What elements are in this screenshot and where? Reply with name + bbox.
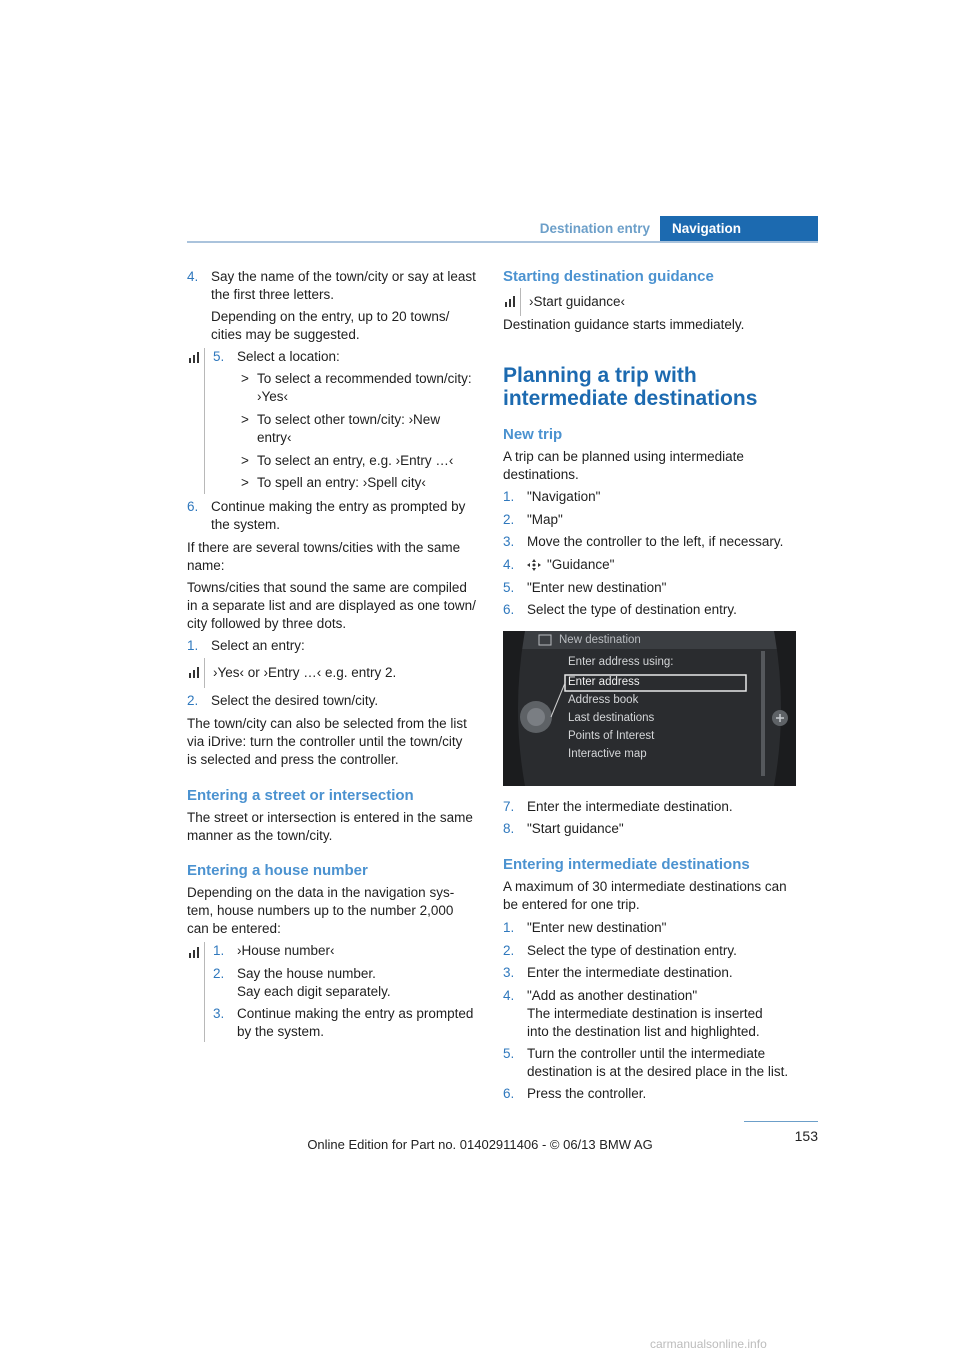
- paragraph-line: city followed by three dots.: [187, 616, 347, 631]
- step-text: into the destination list and highlighted.: [527, 1024, 760, 1039]
- paragraph-line: manner as the town/city.: [187, 828, 333, 843]
- step-text: Select the desired town/city.: [211, 693, 379, 708]
- step-number: 4.: [503, 557, 515, 572]
- step-text: Enter the intermediate destination.: [527, 965, 733, 980]
- step-text: Continue making the entry as prompted: [237, 1006, 474, 1021]
- step-number: 5.: [213, 349, 225, 364]
- step-text: Say the house number.: [237, 966, 376, 981]
- step-text: destination is at the desired place in the list.: [527, 1064, 789, 1079]
- header-rule: [187, 241, 818, 243]
- step-number: 7.: [503, 799, 515, 814]
- step-text: Select the type of destination entry.: [527, 943, 737, 958]
- step-text: Say the name of the town/city or say at least: [211, 269, 476, 284]
- voice-command-icon: [188, 350, 202, 364]
- voice-command-icon: [188, 665, 202, 679]
- step-note: Depending on the entry, up to 20 towns/: [211, 309, 450, 324]
- step-number: 3.: [213, 1006, 225, 1021]
- paragraph-line: is selected and press the controller.: [187, 752, 399, 767]
- screen-menu-item: Interactive map: [568, 748, 647, 760]
- header-chapter: Navigation: [660, 216, 818, 242]
- step-number: 8.: [503, 821, 515, 836]
- step-note: cities may be suggested.: [211, 327, 360, 342]
- step-number: 2.: [213, 966, 225, 981]
- paragraph-line: can be entered:: [187, 921, 281, 936]
- screen-menu-item: Address book: [568, 694, 639, 706]
- step-number: 6.: [187, 499, 199, 514]
- paragraph-line: If there are several towns/cities with the same: [187, 540, 461, 555]
- watermark: carmanualsonline.info: [650, 1337, 767, 1351]
- step-text: "Enter new destination": [527, 920, 667, 935]
- bullet-marker: >: [241, 412, 249, 427]
- paragraph-line: Towns/cities that sound the same are compiled: [187, 580, 467, 595]
- step-text: Continue making the entry as prompted by: [211, 499, 466, 514]
- step-number: 6.: [503, 1086, 515, 1101]
- idrive-screen-graphic: [503, 631, 796, 786]
- bullet-marker: >: [241, 475, 249, 490]
- voice-bar: [204, 942, 205, 1042]
- step-text: "Add as another destination": [527, 988, 698, 1003]
- voice-command-icon: [188, 945, 202, 959]
- bullet-marker: >: [241, 453, 249, 468]
- paragraph-line: The street or intersection is entered in the same: [187, 810, 473, 825]
- paragraph-line: in a separate list and are displayed as one town/: [187, 598, 476, 613]
- screen-title: New destination: [559, 634, 641, 646]
- step-text: Turn the controller until the intermediate: [527, 1046, 766, 1061]
- footer-edition: Online Edition for Part no. 01402911406 - © 06/13 BMW AG: [307, 1137, 653, 1152]
- step-text: "Navigation": [527, 489, 601, 504]
- screen-subtitle: Enter address using:: [568, 656, 674, 668]
- paragraph: [187, 539, 487, 633]
- step-text: "Enter new destination": [527, 580, 667, 595]
- step-text: "Guidance": [547, 557, 615, 572]
- paragraph: [503, 448, 803, 484]
- voice-bar: [520, 288, 521, 316]
- bullet-text: ›Yes‹: [257, 389, 289, 404]
- screen-menu-item: Enter address: [568, 676, 640, 688]
- step-text: Select an entry:: [211, 638, 305, 653]
- step-text: "Map": [527, 512, 563, 527]
- heading-entering-intermediate: Entering intermediate destinations: [503, 856, 750, 873]
- paragraph-line: The town/city can also be selected from the list: [187, 716, 467, 731]
- heading-starting-guidance: Starting destination guidance: [503, 268, 714, 285]
- bullet-text: To select an entry, e.g. ›Entry …‹: [257, 453, 454, 468]
- bullet-text: To spell an entry: ›Spell city‹: [257, 475, 426, 490]
- step-text: by the system.: [237, 1024, 325, 1039]
- step-number: 2.: [503, 512, 515, 527]
- paragraph-line: Destination guidance starts immediately.: [503, 317, 745, 332]
- step-number: 1.: [503, 489, 515, 504]
- step-number: 3.: [503, 534, 515, 549]
- step-number: 2.: [503, 943, 515, 958]
- paragraph-line: destinations.: [503, 467, 579, 482]
- heading-planning-trip: [503, 364, 757, 410]
- heading-line: Planning a trip with: [503, 364, 697, 387]
- heading-house-number: Entering a house number: [187, 862, 368, 879]
- paragraph-line: via iDrive: turn the controller until the town/city: [187, 734, 463, 749]
- voice-command-text: ›Yes‹ or ›Entry …‹ e.g. entry 2.: [213, 665, 397, 680]
- step-number: 1.: [187, 638, 199, 653]
- step-text: ›House number‹: [237, 943, 335, 958]
- header-section: Destination entry: [520, 216, 660, 242]
- paragraph: [187, 884, 487, 938]
- screen-menu-item: Last destinations: [568, 712, 655, 724]
- step-number: 1.: [503, 920, 515, 935]
- paragraph-line: name:: [187, 558, 225, 573]
- step-number: 4.: [503, 988, 515, 1003]
- step-text: Enter the intermediate destination.: [527, 799, 733, 814]
- page-number: 153: [794, 1128, 818, 1144]
- step-text: The intermediate destination is inserted: [527, 1006, 763, 1021]
- step-number: 1.: [213, 943, 225, 958]
- step-number: 2.: [187, 693, 199, 708]
- paragraph-line: be entered for one trip.: [503, 897, 640, 912]
- page-number-rule: [744, 1121, 818, 1122]
- voice-bar: [204, 658, 205, 688]
- paragraph-line: A maximum of 30 intermediate destinations can: [503, 879, 787, 894]
- step-text: Say each digit separately.: [237, 984, 391, 999]
- bullet-marker: >: [241, 371, 249, 386]
- paragraph-line: A trip can be planned using intermediate: [503, 449, 744, 464]
- step-text: Select the type of destination entry.: [527, 602, 737, 617]
- heading-street: Entering a street or intersection: [187, 787, 414, 804]
- step-text: the system.: [211, 517, 281, 532]
- idrive-screen-image: [503, 631, 796, 786]
- step-number: 5.: [503, 1046, 515, 1061]
- step-text: Move the controller to the left, if necessary.: [527, 534, 784, 549]
- heading-line: intermediate destinations: [503, 387, 758, 410]
- step-number: 3.: [503, 965, 515, 980]
- heading-new-trip: New trip: [503, 426, 563, 443]
- step-text: Select a location:: [237, 349, 340, 364]
- step-text: "Start guidance": [527, 821, 624, 836]
- step-text: the first three letters.: [211, 287, 335, 302]
- bullet-text: To select other town/city: ›New: [257, 412, 441, 427]
- paragraph: [187, 715, 487, 769]
- screen-menu-item: Points of Interest: [568, 730, 655, 742]
- bullet-text: entry‹: [257, 430, 292, 445]
- step-number: 5.: [503, 580, 515, 595]
- step-number: 6.: [503, 602, 515, 617]
- voice-command-text: ›Start guidance‹: [529, 294, 626, 309]
- step-number: 4.: [187, 269, 199, 284]
- paragraph-line: Depending on the data in the navigation sys-: [187, 885, 455, 900]
- paragraph-line: tem, house numbers up to the number 2,000: [187, 903, 454, 918]
- voice-bar: [204, 348, 205, 494]
- bullet-text: To select a recommended town/city:: [257, 371, 472, 386]
- controller-arrows-icon: [527, 559, 541, 571]
- voice-command-icon: [504, 294, 518, 308]
- step-text: Press the controller.: [527, 1086, 647, 1101]
- paragraph: [503, 878, 803, 914]
- paragraph: [187, 809, 487, 845]
